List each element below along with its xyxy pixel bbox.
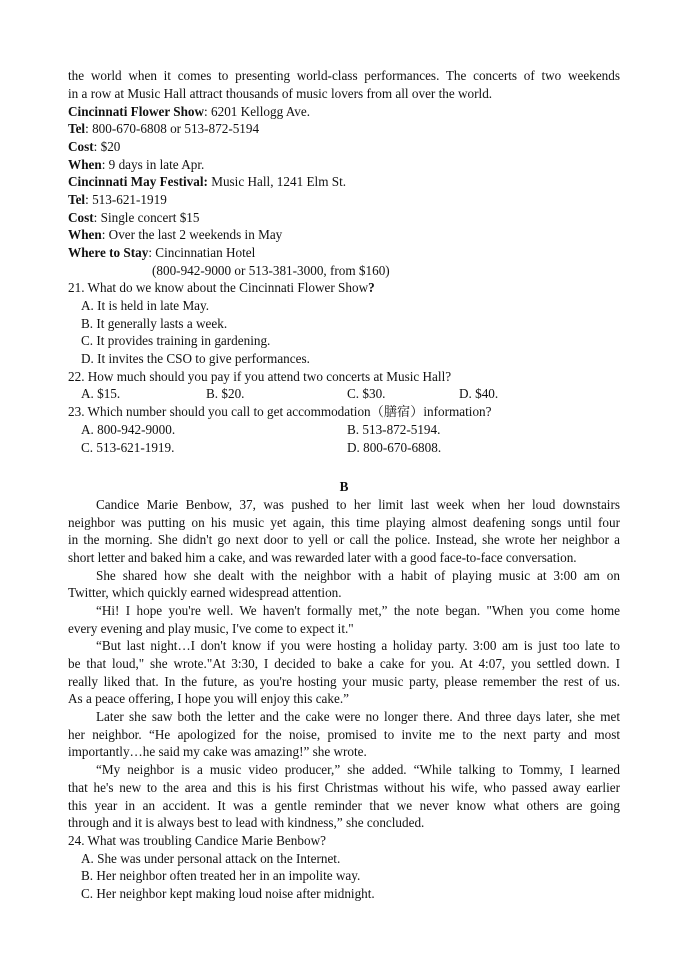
question-stem: 23. Which number should you call to get accommodation（膳宿）information? — [68, 404, 492, 419]
tel-value: : 513-621-1919 — [85, 191, 167, 207]
question-text: 21. What do we know about the Cincinnati Flower Show — [68, 280, 369, 295]
may-festival-when — [68, 226, 620, 244]
paragraph-line: be that loud," she wrote."At 3:30, I decided to bake a cake for you. At 4:07, you settled down. I — [68, 655, 620, 671]
option: A. 800-942-9000. — [81, 422, 176, 437]
paragraph-line: “Hi! I hope you're well. We haven't formally met,” the note began. "When you come home — [96, 602, 620, 618]
option: B. $20. — [206, 386, 245, 401]
paragraph-line: through and it is always best to lead with kindness,” she concluded. — [68, 815, 425, 830]
option: C. 513-621-1919. — [81, 440, 175, 455]
option: D. It invites the CSO to give performances. — [81, 351, 310, 366]
may-festival-tel — [68, 191, 620, 209]
paragraph-line: “My neighbor is a music video producer,” she added. “While talking to Tommy, I learned — [96, 762, 620, 777]
option: B. 513-872-5194. — [347, 422, 441, 437]
paragraph-line: neighbor was putting on his music yet again, this time playing almost deafening songs until four — [68, 514, 620, 530]
cost-label: Cost — [68, 209, 94, 225]
paragraph-line: importantly…he said my cake was amazing!” she wrote. — [68, 744, 367, 759]
when-label: When — [68, 227, 102, 242]
stay-hotel: : Cincinnatian Hotel — [148, 245, 256, 260]
section-heading: B — [339, 479, 349, 494]
intro-line: the world when it comes to presenting world-class performances. The concerts of two weekends — [68, 68, 620, 83]
flower-show-tel — [68, 120, 620, 138]
question-stem: 24. What was troubling Candice Marie Benbow? — [68, 832, 326, 848]
paragraph-line: this year in an accident. It was a gentle reminder that we never know what others are going — [68, 797, 620, 813]
option: A. She was under personal attack on the Internet. — [81, 850, 341, 866]
cost-label: Cost — [68, 139, 94, 154]
may-festival-address: Music Hall, 1241 Elm St. — [207, 174, 347, 189]
paragraph-line: Twitter, which quickly earned widespread attention. — [68, 585, 342, 600]
flower-show-title: Cincinnati Flower Show — [68, 103, 205, 119]
flower-show-name — [68, 103, 620, 121]
when-value: : Over the last 2 weekends in May — [101, 227, 283, 242]
paragraph-line: Later she saw both the letter and the cake were no longer there. And three days later, she met — [96, 709, 620, 724]
where-to-stay — [68, 244, 620, 262]
cost-value: : Single concert $15 — [93, 209, 200, 225]
stay-label: Where to Stay — [68, 245, 149, 260]
option: D. $40. — [459, 386, 499, 401]
option: A. It is held in late May. — [81, 298, 210, 313]
when-label: When — [68, 156, 102, 172]
question-stem — [68, 279, 620, 297]
paragraph-line: that he's new to the area and this is his first Christmas without his wife, who passed away earlier — [68, 779, 620, 795]
option: D. 800-670-6808. — [347, 440, 442, 455]
paragraph-line: short letter and baked him a cake, and was rewarded later with a good face-to-face conversation. — [68, 549, 577, 565]
option: C. Her neighbor kept making loud noise after midnight. — [81, 886, 375, 901]
flower-show-address: : 6201 Kellogg Ave. — [204, 103, 311, 119]
may-festival-title: Cincinnati May Festival: — [68, 174, 208, 189]
paragraph-line: in the morning. She didn't go next door to yell or call the police. Instead, she wrote her neighbor a — [68, 532, 620, 547]
option: C. It provides training in gardening. — [81, 333, 271, 348]
paragraph-line: She shared how she dealt with the neighbor with a habit of playing music at 3:00 am on — [96, 567, 620, 583]
may-festival-cost — [68, 209, 620, 227]
question-mark: ? — [368, 280, 375, 295]
paragraph-line: “But last night…I don't know if you were hosting a holiday party. 3:00 am is just too late to — [96, 638, 620, 653]
option: A. $15. — [81, 386, 121, 401]
when-value: : 9 days in late Apr. — [101, 156, 205, 172]
stay-details: (800-942-9000 or 513-381-3000, from $160) — [152, 262, 390, 278]
option: B. Her neighbor often treated her in an impolite way. — [81, 868, 361, 883]
paragraph-line: really liked that. In the future, as you're hosting your music party, please remember the rest of us. — [68, 673, 620, 689]
paragraph-line: Candice Marie Benbow, 37, was pushed to her limit last week when her loud downstairs — [96, 496, 620, 512]
tel-value: : 800-670-6808 or 513-872-5194 — [85, 121, 260, 136]
tel-label: Tel — [68, 191, 86, 207]
may-festival-name — [68, 173, 620, 191]
paragraph-line: As a peace offering, I hope you will enjoy this cake.” — [68, 691, 349, 706]
paragraph-line: every evening and play music, I've come to expect it." — [68, 620, 354, 636]
flower-show-when — [68, 156, 620, 174]
intro-line: in a row at Music Hall attract thousands of music lovers from all over the world. — [68, 86, 493, 101]
flower-show-cost — [68, 138, 620, 156]
option: C. $30. — [347, 386, 386, 401]
tel-label: Tel — [68, 121, 86, 136]
option: B. It generally lasts a week. — [81, 315, 228, 331]
question-stem: 22. How much should you pay if you attend two concerts at Music Hall? — [68, 368, 452, 384]
cost-value: : $20 — [93, 139, 121, 154]
paragraph-line: her neighbor. “He apologized for the noise, promised to invite me to the next party and most — [68, 726, 620, 742]
